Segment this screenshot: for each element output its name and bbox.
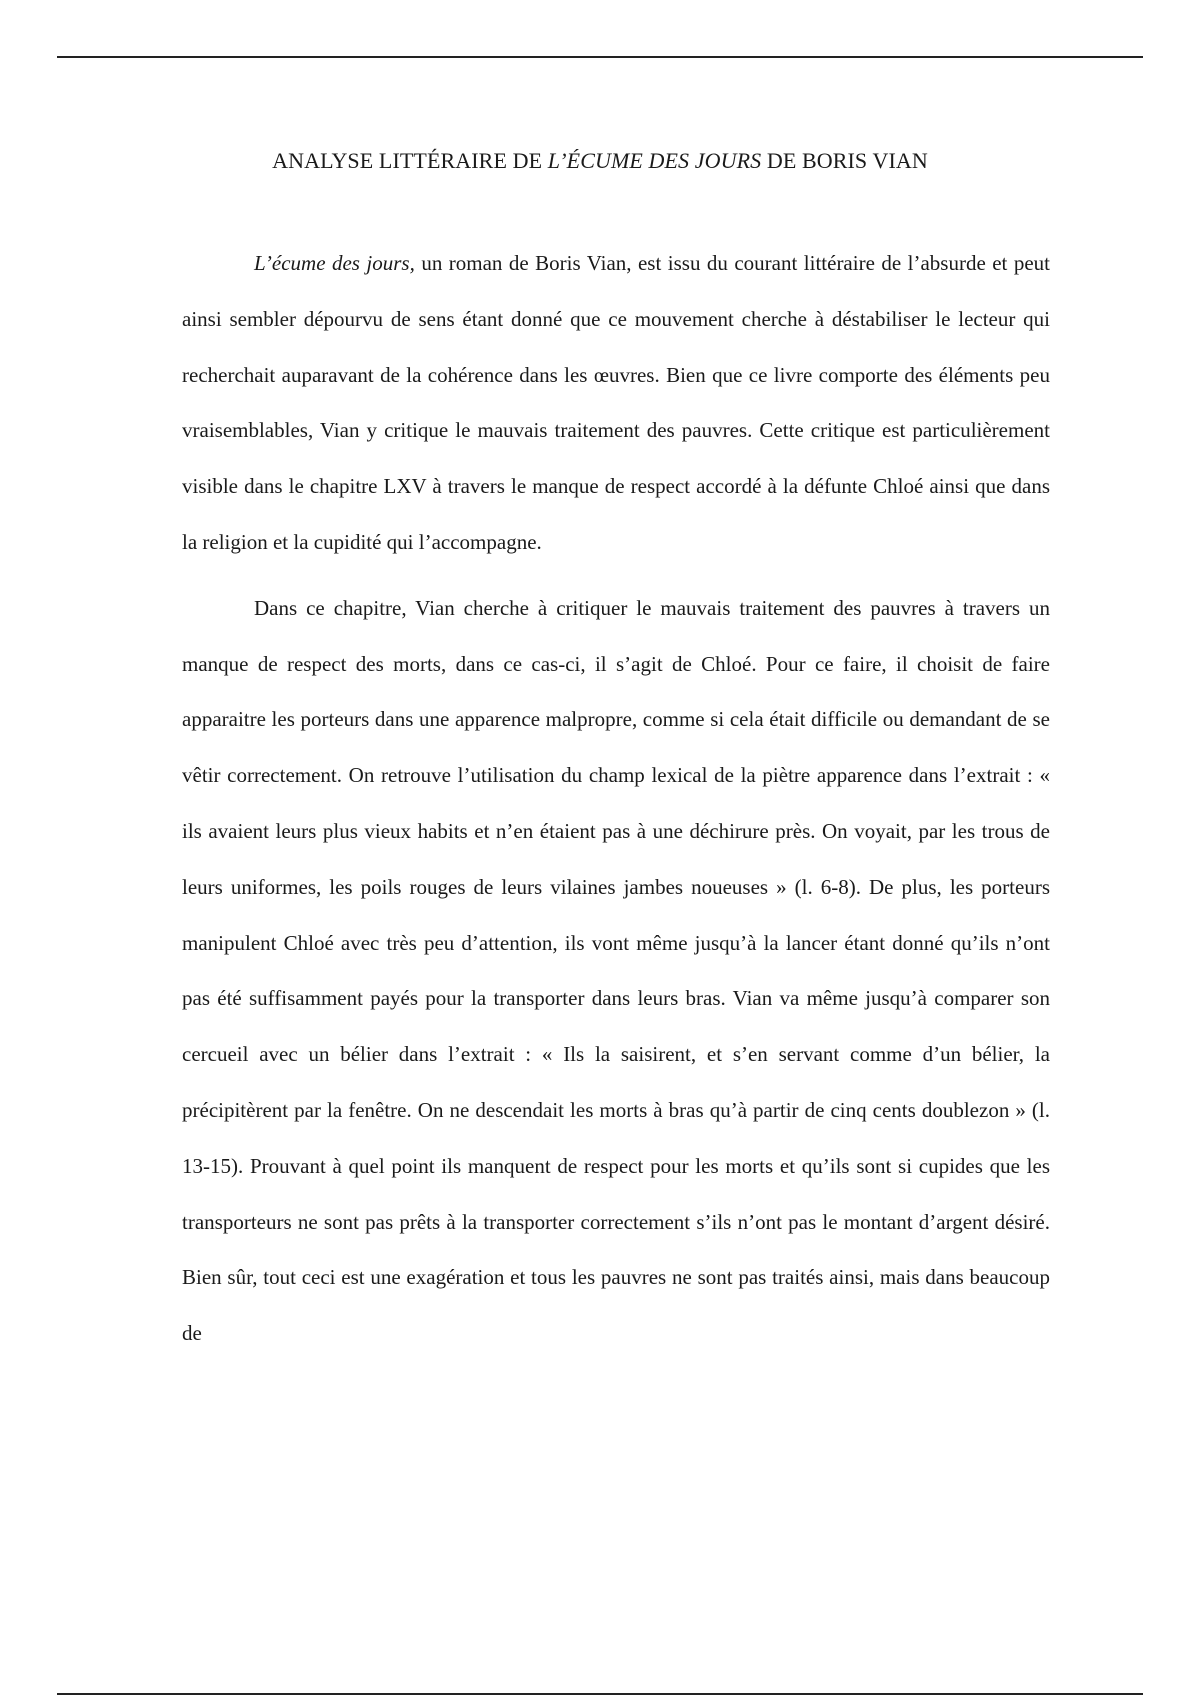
document-body [182, 236, 1050, 1362]
paragraph-analysis: Dans ce chapitre, Vian cherche à critiquer le mauvais traitement des pauvres à travers un manque de respect des morts, dans ce cas-ci, il s’agit de Chloé. Pour ce faire, il choisit de faire apparaitre les porteurs dans une apparence malpropre, comme si cela était difficile ou demandant de se vêtir correctement. On retrouve l’utilisation du champ lexical de la piètre apparence dans l’extrait : « ils avaient leurs plus vieux habits et n’en étaient pas à une déchirure près. On voyait, par les trous de leurs uniformes, les poils rouges de leurs vilaines jambes noueuses » (l. 6-8). De plus, les porteurs manipulent Chloé avec très peu d’attention, ils vont même jusqu’à la lancer étant donné qu’ils n’ont pas été suffisamment payés pour la transporter dans leurs bras. Vian va même jusqu’à comparer son cercueil avec un bélier dans l’extrait : « Ils la saisirent, et s’en servant comme d’un bélier, la précipitèrent par la fenêtre. On ne descendait les morts à bras qu’à partir de cinq cents doublezon » (l. 13-15). Prouvant à quel point ils manquent de respect pour les morts et qu’ils sont si cupides que les transporteurs ne sont pas prêts à la transporter correctement s’ils n’ont pas le montant d’argent désiré. Bien sûr, tout ceci est une exagération et tous les pauvres ne sont pas traités ainsi, mais dans beaucoup de [182, 595, 1050, 1346]
paragraph-intro-lead: L’écume des jours, [254, 251, 415, 275]
paragraph-intro [182, 236, 1050, 571]
document-title [0, 146, 1200, 176]
title-book-name: L’ÉCUME DES JOURS [547, 148, 762, 173]
title-prefix: ANALYSE LITTÉRAIRE DE [272, 148, 548, 173]
top-rule [57, 56, 1143, 58]
bottom-rule [57, 1693, 1143, 1695]
title-suffix: DE BORIS VIAN [761, 148, 928, 173]
paragraph-intro-text: un roman de Boris Vian, est issu du courant littéraire de l’absurde et peut ainsi sembler dépourvu de sens étant donné que ce mouvement cherche à déstabiliser le lecteur qui recherchait auparavant de la cohérence dans les œuvres. Bien que ce livre comporte des éléments peu vraisemblables, Vian y critique le mauvais traitement des pauvres. Cette critique est particulièrement visible dans le chapitre LXV à travers le manque de respect accordé à la défunte Chloé ainsi que dans la religion et la cupidité qui l’accompagne. [182, 251, 1050, 554]
